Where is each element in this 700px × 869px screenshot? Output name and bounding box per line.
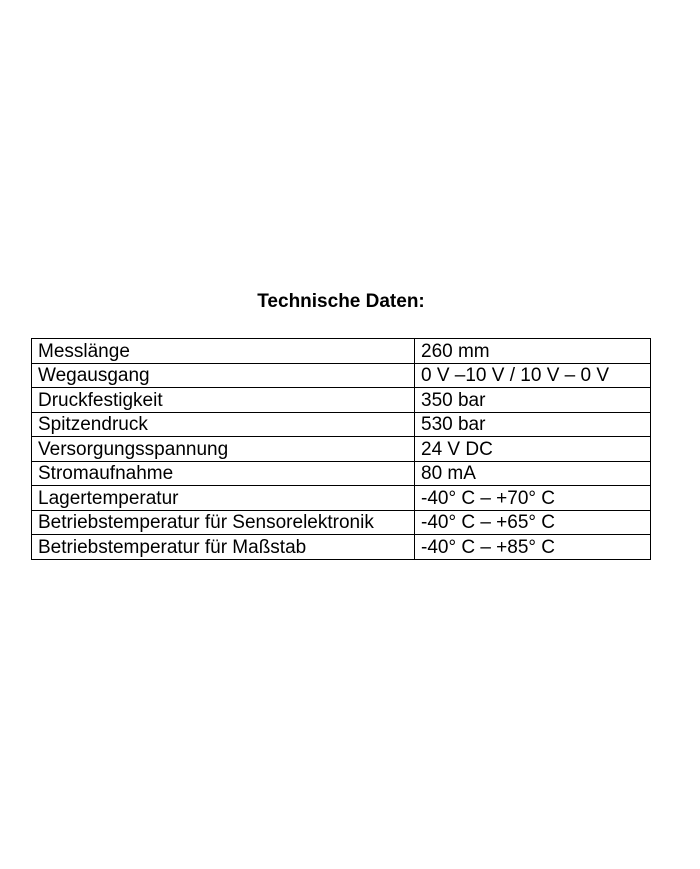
spec-value: 24 V DC <box>415 437 651 462</box>
spec-label: Lagertemperatur <box>32 486 415 511</box>
table-row <box>32 388 651 413</box>
spec-value: -40° C – +70° C <box>415 486 651 511</box>
table-row <box>32 437 651 462</box>
table-row <box>32 535 651 560</box>
spec-label: Versorgungsspannung <box>32 437 415 462</box>
table-row <box>32 510 651 535</box>
spec-value: 260 mm <box>415 339 651 364</box>
spec-value: -40° C – +65° C <box>415 510 651 535</box>
spec-label: Druckfestigkeit <box>32 388 415 413</box>
spec-label: Messlänge <box>32 339 415 364</box>
spec-value: -40° C – +85° C <box>415 535 651 560</box>
spec-value: 80 mA <box>415 461 651 486</box>
table-row <box>32 412 651 437</box>
page-title: Technische Daten: <box>257 291 425 312</box>
spec-table <box>31 338 651 560</box>
spec-label: Betriebstemperatur für Sensorelektronik <box>32 510 415 535</box>
spec-label: Stromaufnahme <box>32 461 415 486</box>
table-row <box>32 363 651 388</box>
table-row <box>32 486 651 511</box>
spec-label: Betriebstemperatur für Maßstab <box>32 535 415 560</box>
spec-value: 530 bar <box>415 412 651 437</box>
spec-label: Spitzendruck <box>32 412 415 437</box>
spec-value: 350 bar <box>415 388 651 413</box>
table-row <box>32 461 651 486</box>
table-row <box>32 339 651 364</box>
spec-label: Wegausgang <box>32 363 415 388</box>
spec-value: 0 V –10 V / 10 V – 0 V <box>415 363 651 388</box>
